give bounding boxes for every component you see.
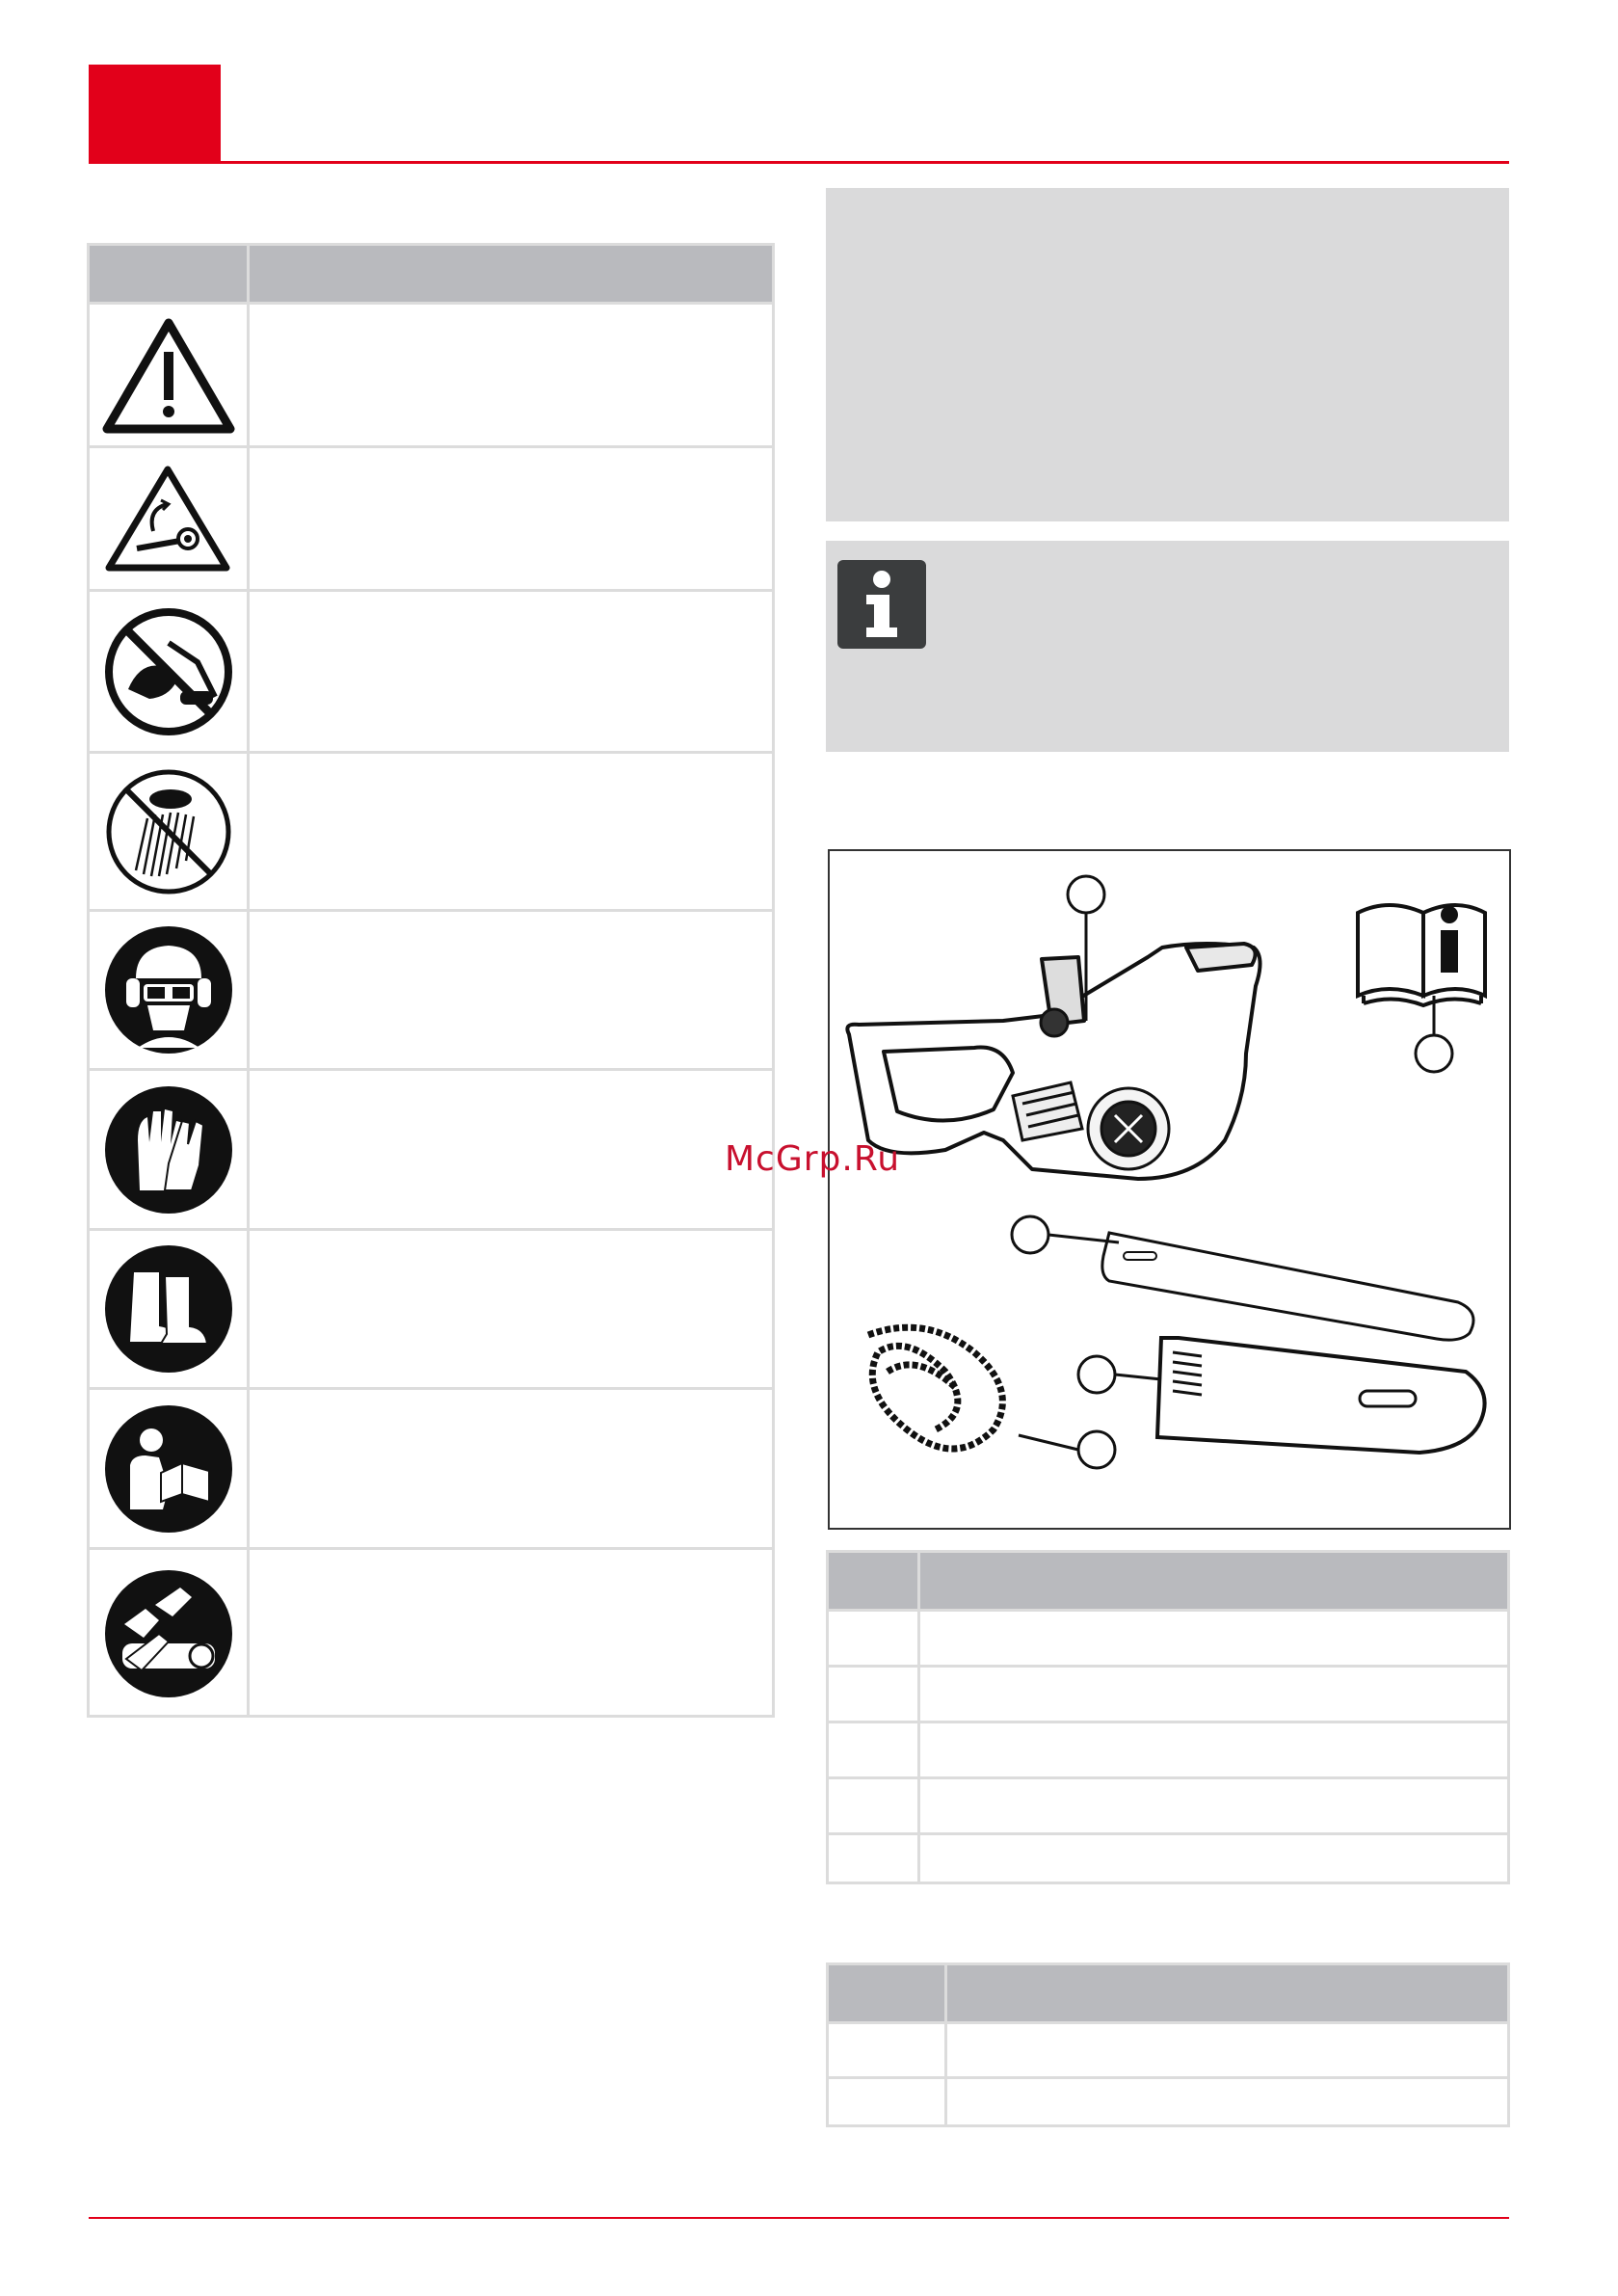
info-icon xyxy=(837,560,926,649)
table-row xyxy=(90,1547,772,1718)
kickback-warning-icon xyxy=(90,448,247,589)
table-row xyxy=(90,751,772,909)
table-row xyxy=(829,1776,1507,1832)
table-row xyxy=(90,1228,772,1387)
table-row xyxy=(90,589,772,751)
manual-book xyxy=(1358,905,1485,1005)
table-row xyxy=(90,302,772,445)
table-row xyxy=(90,909,772,1068)
table-row xyxy=(829,1665,1507,1721)
header-red-block xyxy=(89,65,221,163)
safety-boots-icon xyxy=(90,1231,247,1387)
watermark-text: McGrp.Ru xyxy=(725,1139,901,1179)
guide-bar xyxy=(1102,1233,1473,1340)
two-hand-operation-icon xyxy=(90,1550,247,1718)
safety-symbols-table xyxy=(87,243,775,1718)
table-header xyxy=(829,1965,1507,2021)
table-header xyxy=(829,1553,1507,1609)
table-header xyxy=(90,246,772,302)
protective-gloves-icon xyxy=(90,1071,247,1228)
head-eye-ear-protection-icon xyxy=(90,912,247,1068)
no-one-handed-use-icon xyxy=(90,592,247,751)
read-manual-icon xyxy=(90,1390,247,1547)
parts-table xyxy=(826,1550,1510,1884)
saw-chain xyxy=(868,1327,1002,1449)
note-box xyxy=(826,188,1509,521)
bar-cover xyxy=(1157,1338,1485,1453)
table-row xyxy=(829,1832,1507,1882)
table-row xyxy=(90,1068,772,1228)
header-rule xyxy=(89,161,1509,164)
table-row xyxy=(829,1721,1507,1776)
extra-table xyxy=(826,1962,1510,2127)
product-figure xyxy=(828,849,1511,1530)
no-rain-icon xyxy=(90,754,247,909)
warning-triangle-icon xyxy=(90,305,247,445)
table-row xyxy=(829,2076,1507,2124)
table-row xyxy=(90,445,772,589)
table-row xyxy=(829,2021,1507,2076)
footer-rule xyxy=(89,2217,1509,2219)
chainsaw-body xyxy=(847,944,1260,1179)
table-row xyxy=(90,1387,772,1547)
info-box xyxy=(826,541,1509,752)
table-row xyxy=(829,1609,1507,1665)
chainsaw-parts-illustration xyxy=(830,851,1509,1528)
